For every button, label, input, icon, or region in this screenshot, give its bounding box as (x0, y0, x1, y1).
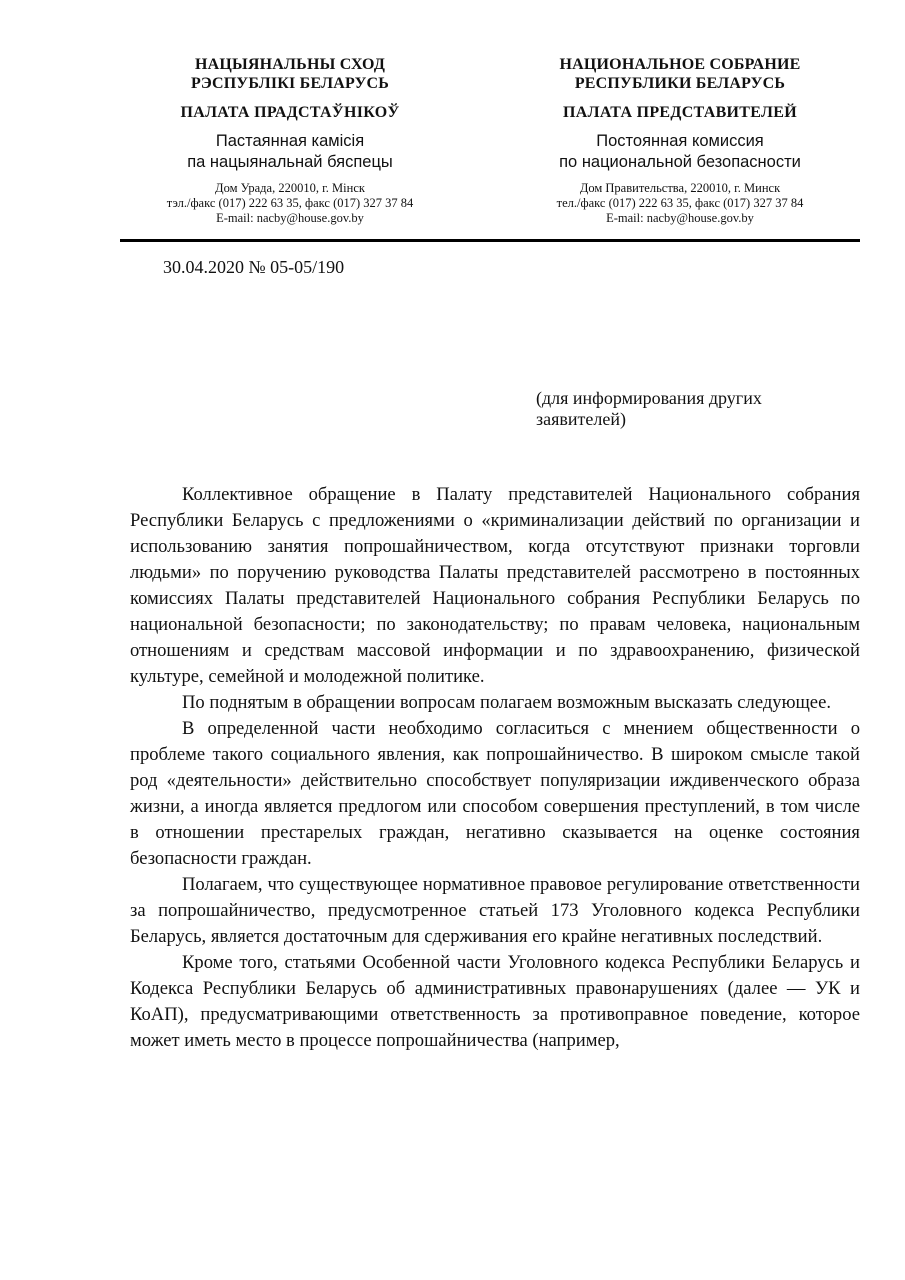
chamber-name: ПАЛАТА ПРЕДСТАВИТЕЛЕЙ (563, 104, 797, 121)
addressee: (для информирования других заявителей) (536, 388, 762, 429)
email: E-mail: nacby@house.gov.by (216, 211, 364, 225)
address: Дом Урада, 220010, г. Мінск (215, 181, 365, 195)
commission-line1: Постоянная комиссия (596, 132, 764, 150)
commission-line1: Пастаянная камісія (215, 132, 365, 150)
paragraph: По поднятым в обращении вопросам полагаем возможным высказать следующее. (182, 692, 831, 713)
phone: тэл./факс (017) 222 63 35, факс (017) 327 37 84 (166, 196, 414, 210)
paragraph: В определенной части необходимо согласиться с мнением общественности о проблеме такого социального явления, как попрошайничество. В широком смысле такой род «деятельности» действительно способствует популяризации иждивенческого образа жизни, а иногда является предлогом или способом совершения преступлений, в том числе в отношении престарелых граждан, негативно сказывается на оценке состояния безопасности граждан. (130, 718, 860, 869)
org-name-line1: НАЦЫЯНАЛЬНЫ СХОД (194, 56, 386, 73)
letterhead-belarusian (120, 55, 460, 226)
org-name-line2: РЕСПУБЛИКИ БЕЛАРУСЬ (574, 75, 786, 92)
commission-line2: по национальной безопасности (559, 153, 801, 171)
org-name-line1: НАЦИОНАЛЬНОЕ СОБРАНИЕ (559, 56, 801, 73)
address: Дом Правительства, 220010, г. Минск (579, 181, 781, 195)
contact-block (490, 181, 870, 226)
letterhead-divider (120, 239, 860, 242)
letterhead-russian (490, 55, 870, 226)
paragraph: Полагаем, что существующее нормативное правовое регулирование ответственности за попрошайничество, предусмотренное статьей 173 Уголовного кодекса Республики Беларусь, является достаточным для сдерживания его крайне негативных последствий. (130, 874, 860, 947)
email: E-mail: nacby@house.gov.by (606, 211, 754, 225)
letter-body (130, 482, 860, 1054)
contact-block (120, 181, 460, 226)
paragraph: Коллективное обращение в Палату представителей Национального собрания Республики Беларусь с предложениями о «криминализации действий по организации и использованию занятия попрошайничеством, когда отсутствуют признаки торговли людьми» по поручению руководства Палаты представителей рассмотрено в постоянных комиссиях Палаты представителей Национального собрания Республики Беларусь по национальной безопасности; по законодательству; по правам человека, национальным отношениям и средствам массовой информации и по здравоохранению, физической культуре, семейной и молодежной политике. (130, 484, 860, 687)
phone: тел./факс (017) 222 63 35, факс (017) 327 37 84 (556, 196, 804, 210)
paragraph: Кроме того, статьями Особенной части Уголовного кодекса Республики Беларусь и Кодекса Республики Беларусь об административных правонарушениях (далее — УК и КоАП), предусматривающими ответственность за противоправное поведение, которое может иметь место в процессе попрошайничества (например, (130, 952, 860, 1051)
commission-line2: па нацыянальнай бяспецы (187, 153, 393, 171)
chamber-name: ПАЛАТА ПРАДСТАЎНІКОЎ (180, 104, 400, 121)
org-name-line2: РЭСПУБЛІКІ БЕЛАРУСЬ (190, 75, 390, 92)
document-number: 30.04.2020 № 05-05/190 (163, 257, 345, 277)
